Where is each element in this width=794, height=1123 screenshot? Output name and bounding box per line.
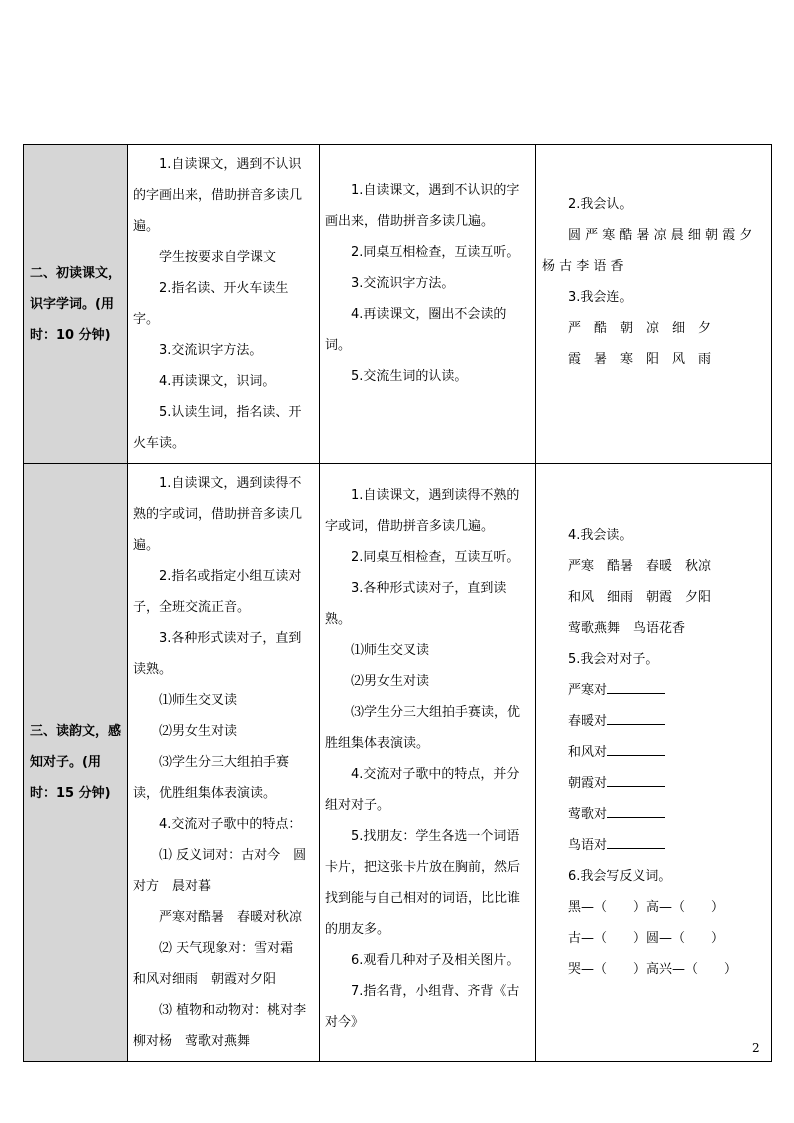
paragraph-text: 春暖对 xyxy=(568,714,608,729)
paragraph xyxy=(325,945,530,976)
paragraph-text: 莺歌燕舞 鸟语花香 xyxy=(568,621,686,636)
teacher-text xyxy=(128,145,319,463)
paragraph-text: 4.交流对子歌中的特点，并分组对对子。 xyxy=(325,767,520,813)
paragraph-text: 5.我会对对子。 xyxy=(568,652,659,667)
paragraph xyxy=(133,685,314,716)
paragraph xyxy=(542,706,763,737)
paragraph xyxy=(133,623,314,685)
paragraph-text: 霞 暑 寒 阳 风 雨 xyxy=(568,352,712,367)
answer-blank[interactable] xyxy=(607,801,665,818)
paragraph-text: ⑶学生分三大组拍手赛读，优胜组集体表演读。 xyxy=(325,705,521,751)
paragraph xyxy=(325,299,530,361)
lesson-row xyxy=(24,464,772,1062)
paragraph xyxy=(542,613,763,644)
paragraph-text: 学生按要求自学课文 xyxy=(159,250,277,265)
paragraph xyxy=(542,282,763,313)
teacher-activities-cell xyxy=(128,145,320,464)
paragraph xyxy=(133,242,314,273)
paragraph xyxy=(133,840,314,902)
paragraph xyxy=(325,237,530,268)
paragraph-text: 1.自读课文，遇到不认识的字画出来，借助拼音多读几遍。 xyxy=(325,183,520,229)
paragraph-text: 哭—（ ）高兴—（ ） xyxy=(568,962,738,977)
paragraph xyxy=(542,189,763,220)
paragraph xyxy=(325,361,530,392)
paragraph xyxy=(133,933,314,995)
paragraph-text: 3.各种形式读对子，直到读熟。 xyxy=(325,581,507,627)
teacher-text xyxy=(128,464,319,1061)
paragraph xyxy=(542,220,763,282)
paragraph-text: 和风对 xyxy=(568,745,608,760)
lesson-plan-body xyxy=(24,145,772,1062)
paragraph-text: 1.自读课文，遇到不认识的字画出来，借助拼音多读几遍。 xyxy=(133,157,303,234)
paragraph-text: ⑴师生交叉读 xyxy=(351,643,430,658)
paragraph xyxy=(542,313,763,344)
paragraph xyxy=(133,716,314,747)
paragraph xyxy=(133,468,314,561)
paragraph-text: 严 酷 朝 凉 细 夕 xyxy=(568,321,712,336)
paragraph-text: 4.再读课文，识词。 xyxy=(159,374,276,389)
paragraph xyxy=(325,759,530,821)
paragraph xyxy=(325,542,530,573)
student-text xyxy=(320,464,535,1042)
paragraph-text: 4.再读课文，圈出不会读的词。 xyxy=(325,307,507,353)
paragraph xyxy=(133,366,314,397)
paragraph-text: 2.同桌互相检查，互读互听。 xyxy=(351,245,520,260)
paragraph xyxy=(542,582,763,613)
student-activities-cell xyxy=(320,145,536,464)
lesson-row xyxy=(24,145,772,464)
paragraph xyxy=(542,644,763,675)
paragraph-text: 2.同桌互相检查，互读互听。 xyxy=(351,550,520,565)
paragraph-text: 朝霞对 xyxy=(568,776,608,791)
paragraph-text: 严寒对酷暑 春暖对秋凉 xyxy=(159,910,303,925)
paragraph-text: 3.我会连。 xyxy=(568,290,633,305)
paragraph xyxy=(325,268,530,299)
stage-cell xyxy=(24,464,128,1062)
paragraph-text: ⑶ 植物和动物对：桃对李 柳对杨 莺歌对燕舞 xyxy=(133,1003,320,1049)
exercise-text xyxy=(536,464,771,985)
paragraph xyxy=(325,175,530,237)
paragraph xyxy=(133,995,320,1057)
paragraph-text: ⑶学生分三大组拍手赛读，优胜组集体表演读。 xyxy=(133,755,290,801)
answer-blank[interactable] xyxy=(607,770,665,787)
paragraph xyxy=(133,747,314,809)
paragraph xyxy=(325,635,530,666)
paragraph xyxy=(133,335,314,366)
paragraph xyxy=(325,697,530,759)
paragraph xyxy=(133,273,314,335)
paragraph xyxy=(542,737,763,768)
paragraph-text: 圆 严 寒 酷 暑 凉 晨 细 朝 霞 夕 杨 古 李 语 香 xyxy=(542,228,753,274)
paragraph xyxy=(133,561,314,623)
paragraph-text: ⑵男女生对读 xyxy=(159,724,238,739)
paragraph-text: 5.交流生词的认读。 xyxy=(351,369,468,384)
paragraph-text: ⑵男女生对读 xyxy=(351,674,430,689)
paragraph xyxy=(325,573,530,635)
paragraph-text: 1.自读课文，遇到读得不熟的字或词，借助拼音多读几遍。 xyxy=(133,476,303,553)
paragraph-text: 黑—（ ）高—（ ） xyxy=(568,900,725,915)
paragraph xyxy=(325,976,530,1038)
paragraph-text: 2.指名读、开火车读生字。 xyxy=(133,281,289,327)
answer-blank[interactable] xyxy=(607,708,665,725)
paragraph-text: ⑴师生交叉读 xyxy=(159,693,238,708)
paragraph-text: 2.指名或指定小组互读对子，全班交流正音。 xyxy=(133,569,302,615)
paragraph xyxy=(542,675,763,706)
paragraph-text: 6.我会写反义词。 xyxy=(568,869,672,884)
paragraph-text: ⑴ 反义词对：古对今 圆对方 晨对暮 xyxy=(133,848,307,894)
paragraph xyxy=(542,520,763,551)
paragraph-text: 严寒 酷暑 春暖 秋凉 xyxy=(568,559,712,574)
paragraph xyxy=(542,799,763,830)
paragraph xyxy=(325,821,530,945)
paragraph-text: 古—（ ）圆—（ ） xyxy=(568,931,725,946)
paragraph-text: 3.交流识字方法。 xyxy=(351,276,455,291)
paragraph xyxy=(542,768,763,799)
paragraph xyxy=(133,902,314,933)
paragraph-text: 4.交流对子歌中的特点： xyxy=(159,817,302,832)
paragraph-text: 3.各种形式读对子，直到读熟。 xyxy=(133,631,302,677)
paragraph-text: 2.我会认。 xyxy=(568,197,633,212)
paragraph-text: 7.指名背，小组背、齐背《古对今》 xyxy=(325,984,520,1030)
paragraph xyxy=(542,923,763,954)
student-activities-cell xyxy=(320,464,536,1062)
paragraph-text: 严寒对 xyxy=(568,683,608,698)
paragraph-text: 5.认读生词，指名读、开火车读。 xyxy=(133,405,302,451)
paragraph xyxy=(325,480,530,542)
answer-blank[interactable] xyxy=(607,832,665,849)
paragraph-text: 3.交流识字方法。 xyxy=(159,343,263,358)
paragraph-text: 鸟语对 xyxy=(568,838,608,853)
paragraph-text: 4.我会读。 xyxy=(568,528,633,543)
stage-title: 三、读韵文，感知对子。(用时：15 分钟) xyxy=(30,724,122,801)
teacher-activities-cell xyxy=(128,464,320,1062)
stage-cell xyxy=(24,145,128,464)
paragraph-text: 莺歌对 xyxy=(568,807,608,822)
page-number: 2 xyxy=(752,1041,760,1055)
paragraph xyxy=(542,954,763,985)
exercise-cell xyxy=(536,464,772,1062)
paragraph xyxy=(133,149,314,242)
student-text xyxy=(320,145,535,396)
answer-blank[interactable] xyxy=(607,739,665,756)
paragraph xyxy=(542,344,763,375)
paragraph-text: 和风 细雨 朝霞 夕阳 xyxy=(568,590,712,605)
answer-blank[interactable] xyxy=(607,677,665,694)
exercise-cell xyxy=(536,145,772,464)
paragraph xyxy=(542,830,763,861)
paragraph-text: ⑵ 天气现象对：雪对霜 和风对细雨 朝霞对夕阳 xyxy=(133,941,307,987)
lesson-plan-table xyxy=(23,144,772,1062)
paragraph-text: 5.找朋友：学生各选一个词语卡片，把这张卡片放在胸前，然后找到能与自己相对的词语，比比谁的朋友多。 xyxy=(325,829,521,937)
paragraph xyxy=(542,861,763,892)
exercise-text xyxy=(536,145,771,375)
stage-title: 二、初读课文，识字学词。(用时：10 分钟) xyxy=(30,265,122,343)
paragraph xyxy=(133,809,314,840)
paragraph xyxy=(542,892,763,923)
paragraph-text: 1.自读课文，遇到读得不熟的字或词，借助拼音多读几遍。 xyxy=(325,488,520,534)
paragraph xyxy=(325,666,530,697)
paragraph xyxy=(133,397,314,459)
paragraph-text: 6.观看几种对子及相关图片。 xyxy=(351,953,520,968)
paragraph xyxy=(542,551,763,582)
